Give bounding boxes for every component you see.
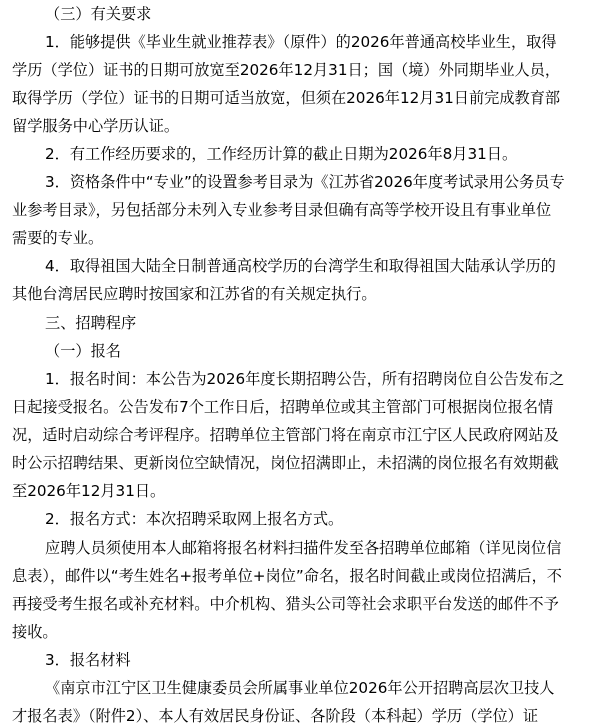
paragraph-line: 1．报名时间：本公告为2026年度长期招聘公告，所有招聘岗位自公告发布之 — [45, 370, 565, 388]
paragraph-line: 业参考目录》，另包括部分未列入专业参考目录但确有高等学校开设且有事业单位 — [12, 201, 552, 219]
paragraph-line: 应聘人员须使用本人邮箱将报名材料扫描件发至各招聘单位邮箱（详见岗位信 — [45, 539, 562, 557]
heading-recruitment-procedure: 三、招聘程序 — [45, 314, 137, 332]
paragraph-line: 接收。 — [12, 623, 58, 641]
paragraph-line: 其他台湾居民应聘时按国家和江苏省的有关规定执行。 — [12, 285, 377, 303]
paragraph-line: 《南京市江宁区卫生健康委员会所属事业单位2026年公开招聘高层次卫技人 — [45, 679, 555, 697]
heading-registration: （一）报名 — [45, 342, 121, 360]
paragraph-line: 才报名表》（附件2）、本人有效居民身份证、各阶段（本科起）学历（学位）证 — [12, 707, 539, 725]
paragraph-line: 3．资格条件中“专业”的设置参考目录为《江苏省2026年度考试录用公务员专 — [45, 173, 565, 191]
paragraph-line: 1．能够提供《毕业生就业推荐表》（原件）的2026年普通高校毕业生，取得 — [45, 33, 557, 51]
paragraph-line: 4．取得祖国大陆全日制普通高校学历的台湾学生和取得祖国大陆承认学历的 — [45, 257, 556, 275]
paragraph-line: 至2026年12月31日。 — [12, 482, 166, 500]
paragraph-line: 再接受考生报名或补充材料。中介机构、猎头公司等社会求职平台发送的邮件不予 — [12, 595, 559, 613]
heading-requirements: （三）有关要求 — [45, 5, 152, 23]
paragraph-line: 2．报名方式：本次招聘采取网上报名方式。 — [45, 510, 344, 528]
paragraph-line: 息表），邮件以“考生姓名+报考单位+岗位”命名，报名时间截止或岗位招满后，不 — [12, 567, 562, 585]
paragraph-line: 2．有工作经历要求的，工作经历计算的截止日期为2026年8月31日。 — [45, 145, 518, 163]
heading-registration-materials: 3．报名材料 — [45, 651, 131, 669]
paragraph-line: 学历（学位）证书的日期可放宽至2026年12月31日；国（境）外同期毕业人员， — [12, 61, 561, 79]
paragraph-line: 留学服务中心学历认证。 — [12, 117, 180, 135]
paragraph-line: 日起接受报名。公告发布7个工作日后，招聘单位或其主管部门可根据岗位报名情 — [12, 398, 554, 416]
paragraph-line: 取得学历（学位）证书的日期可适当放宽，但须在2026年12月31日前完成教育部 — [12, 89, 561, 107]
paragraph-line: 时公示招聘结果、更新岗位空缺情况，岗位招满即止，未招满的岗位报名有效期截 — [12, 454, 559, 472]
paragraph-line: 况，适时启动综合考评程序。招聘单位主管部门将在南京市江宁区人民政府网站及 — [12, 426, 559, 444]
paragraph-line: 需要的专业。 — [12, 229, 104, 247]
